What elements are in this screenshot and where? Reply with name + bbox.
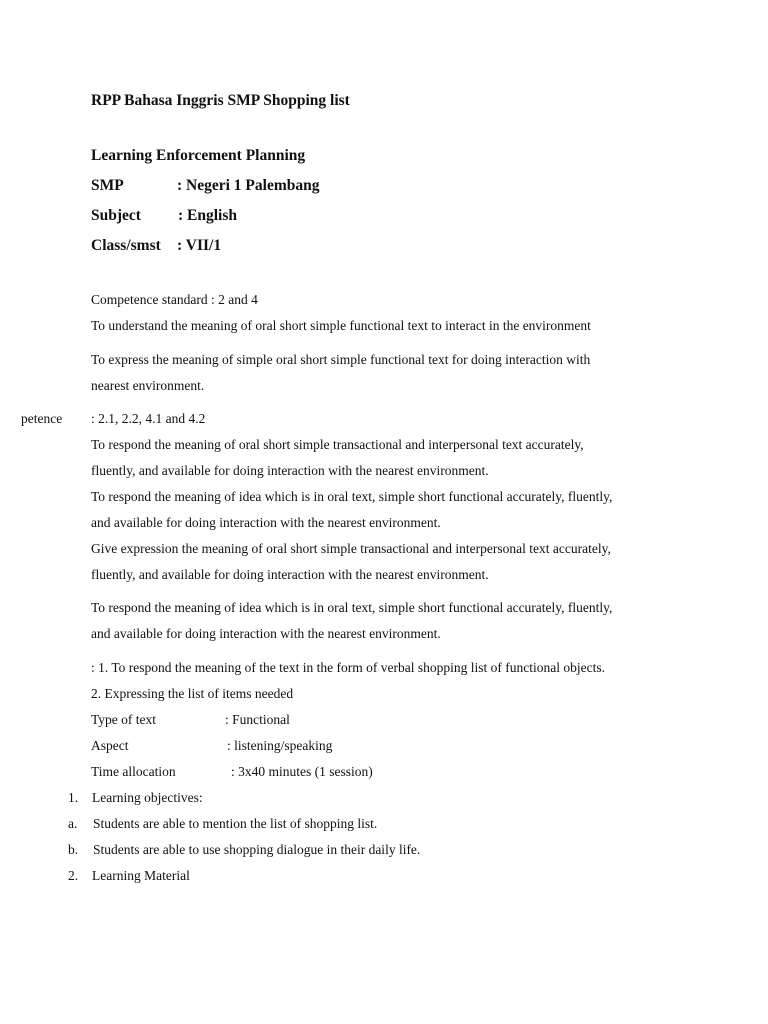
competence-line: To respond the meaning of idea which is in oral text, simple short functional accurately, fluently, <box>91 489 613 504</box>
objective-item: Students are able to use shopping dialogue in their daily life. <box>93 842 421 857</box>
competence-line: To respond the meaning of idea which is in oral text, simple short functional accurately, fluently, <box>91 600 613 615</box>
basic-competence-label: petence <box>21 411 63 426</box>
list-number: 2. <box>68 868 79 883</box>
competence-line: fluently, and available for doing interaction with the nearest environment. <box>91 567 489 582</box>
class-label: Class/smst <box>91 237 161 254</box>
class-value: : VII/1 <box>177 237 222 254</box>
competence-standard-line: Competence standard : 2 and 4 <box>91 292 258 307</box>
indicator-line: : 1. To respond the meaning of the text in the form of verbal shopping list of functional objects. <box>91 660 605 675</box>
document-title: RPP Bahasa Inggris SMP Shopping list <box>91 92 350 109</box>
plan-heading: Learning Enforcement Planning <box>91 147 306 164</box>
competence-line: fluently, and available for doing interaction with the nearest environment. <box>91 463 489 478</box>
standard-item: nearest environment. <box>91 378 205 393</box>
smp-label: SMP <box>91 177 124 194</box>
objectives-heading: Learning objectives: <box>92 790 203 805</box>
competence-line: and available for doing interaction with the nearest environment. <box>91 626 441 641</box>
time-label: Time allocation <box>91 764 176 779</box>
smp-value: : Negeri 1 Palembang <box>177 177 320 194</box>
list-number: 1. <box>68 790 79 805</box>
standard-item: To understand the meaning of oral short simple functional text to interact in the environment <box>91 318 591 333</box>
competence-line: To respond the meaning of oral short simple transactional and interpersonal text accurately, <box>91 437 584 452</box>
subject-value: : English <box>178 207 238 224</box>
standard-item: To express the meaning of simple oral short simple functional text for doing interaction with <box>91 352 591 367</box>
aspect-label: Aspect <box>91 738 129 753</box>
indicator-line: 2. Expressing the list of items needed <box>91 686 294 701</box>
objective-item: Students are able to mention the list of shopping list. <box>93 816 378 831</box>
time-value: : 3x40 minutes (1 session) <box>231 764 373 779</box>
aspect-value: : listening/speaking <box>227 738 333 753</box>
type-label: Type of text <box>91 712 157 727</box>
basic-competence-value: : 2.1, 2.2, 4.1 and 4.2 <box>91 411 206 426</box>
list-letter: b. <box>68 842 79 857</box>
subject-label: Subject <box>91 207 141 224</box>
type-value: : Functional <box>225 712 290 727</box>
competence-line: and available for doing interaction with the nearest environment. <box>91 515 441 530</box>
competence-line: Give expression the meaning of oral short simple transactional and interpersonal text accurately, <box>91 541 611 556</box>
material-heading: Learning Material <box>92 868 190 883</box>
list-letter: a. <box>68 816 78 831</box>
